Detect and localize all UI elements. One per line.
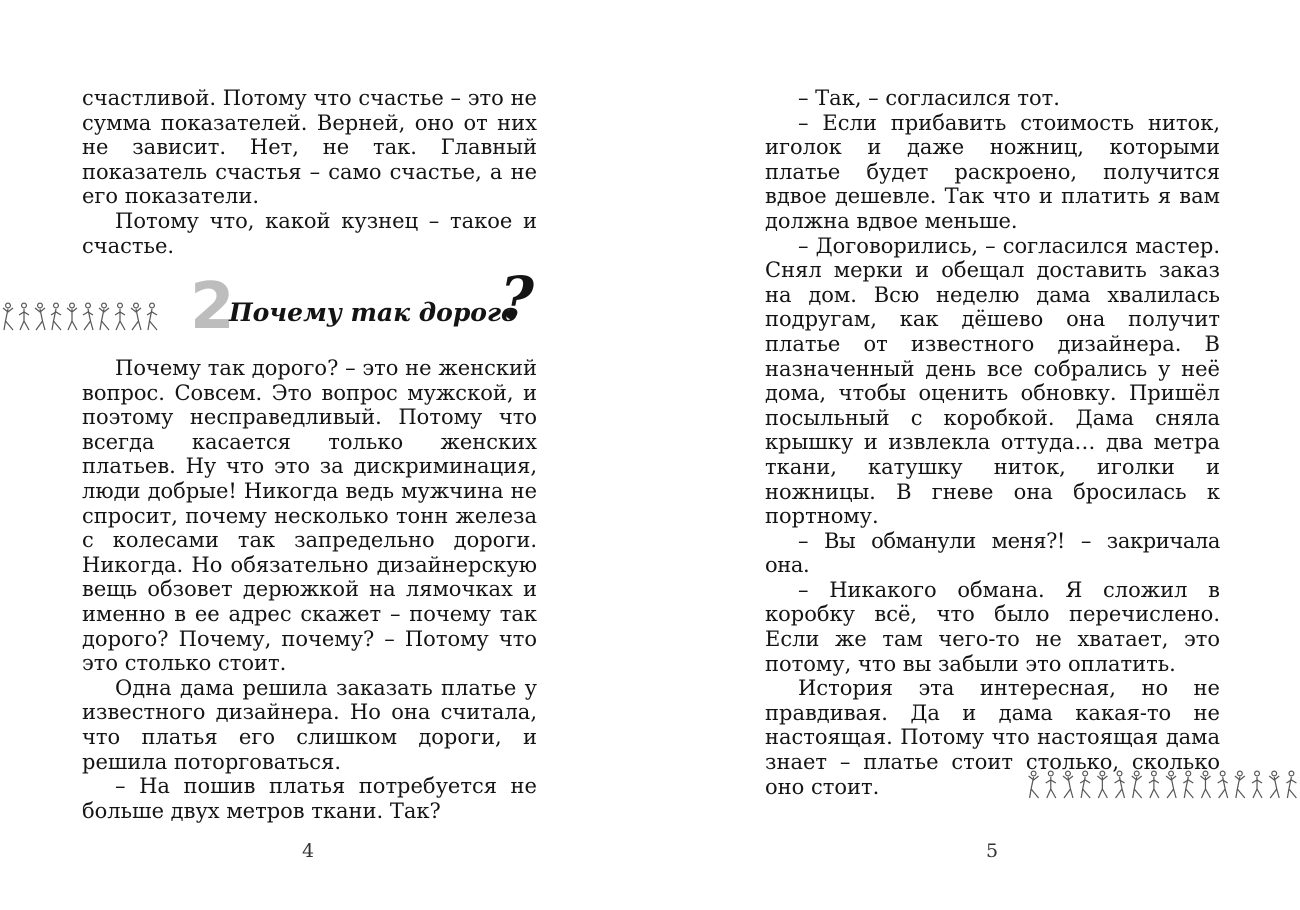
dancing-figure-icon bbox=[67, 303, 77, 330]
page-number: 5 bbox=[986, 840, 999, 862]
dancing-figure-icon bbox=[1080, 771, 1090, 798]
question-mark: ? bbox=[500, 264, 534, 332]
dancing-figure-icon bbox=[1046, 771, 1056, 798]
paragraph: – Если прибавить стоимость ниток, иголок и даже ножниц, которыми платье будет раскроено, получится вдвое дешевле. Так что и платить я вам должна вдвое меньше. bbox=[765, 110, 1220, 233]
dancing-figure-icon bbox=[1166, 771, 1176, 798]
paragraph: Почему так дорого? – это не женский вопрос. Совсем. Это вопрос мужской, и поэтому несправедливый. Потому что всегда касается только женских платьев. Ну что это за дискриминация, люди добрые! Никогда ведь мужчина не спросит, почему несколько тонн железа с колесами так запредельно дороги. Никогда. Но обязательно дизайнерскую вещь обзовет дерюжкой на лямочках и именно в ее адрес скажет – почему так дорого? Почему, почему? – Потому что это столько стоит. bbox=[82, 356, 537, 676]
chapter-number: 2 bbox=[190, 270, 235, 344]
dancing-figure-icon bbox=[131, 303, 141, 330]
paragraph: Одна дама решила заказать платье у известного дизайнера. Но она считала, что платья его слишком дороги, и решила поторговаться. bbox=[82, 675, 537, 774]
dancing-figure-icon bbox=[1115, 771, 1125, 798]
dancing-figure-icon bbox=[1218, 771, 1228, 798]
dancing-figure-icon bbox=[147, 303, 157, 330]
text-column-top bbox=[82, 86, 537, 258]
dancing-figures-ornament-icon bbox=[0, 300, 160, 334]
dancing-figure-icon bbox=[1286, 771, 1296, 798]
dancing-figure-icon bbox=[1183, 771, 1193, 798]
dancing-figure-icon bbox=[99, 303, 109, 330]
dancing-figure-icon bbox=[1063, 771, 1073, 798]
paragraph: – На пошив платья потребуется не больше двух метров ткани. Так? bbox=[82, 774, 537, 823]
dancing-figure-icon bbox=[1149, 771, 1159, 798]
paragraph: – Так, – согласился тот. bbox=[798, 86, 1060, 110]
page-number: 4 bbox=[302, 840, 315, 862]
chapter-heading bbox=[0, 264, 650, 344]
dancing-figure-icon bbox=[83, 303, 93, 330]
paragraph: – Вы обманули меня?! – закричала она. bbox=[765, 528, 1220, 578]
chapter-title: Почему так дорого bbox=[229, 298, 518, 327]
dancing-figure-icon bbox=[1200, 771, 1210, 798]
paragraph: – Никакого обмана. Я сложил в коробку всё, что было перечислено. Если же там чего-то не хватает, это потому, что вы забыли это оплатить. bbox=[765, 577, 1220, 676]
dancing-figures-ornament-icon bbox=[1025, 768, 1300, 802]
dancing-figure-icon bbox=[1097, 771, 1107, 798]
dancing-figure-icon bbox=[115, 303, 125, 330]
dancing-figure-icon bbox=[19, 303, 29, 330]
dancing-figure-icon bbox=[1269, 771, 1279, 798]
dancing-figure-icon bbox=[1235, 771, 1245, 798]
dancing-figure-icon bbox=[1132, 771, 1142, 798]
dancing-figure-icon bbox=[35, 303, 45, 330]
right-page bbox=[650, 0, 1300, 910]
dancing-figure-icon bbox=[1252, 771, 1262, 798]
paragraph: – Договорились, – согласился мастер. Снял мерки и обещал доставить заказ на дом. Всю неделю дама хвалилась подругам, как дёшево она получит платье от известного дизайнера. В назначенный день все собрались у неё дома, чтобы оценить обновку. Пришёл посыльный с коробкой. Дама сняла крышку и извлекла оттуда… два метра ткани, катушку ниток, иголки и ножницы. В гневе она бросилась к портному. bbox=[765, 233, 1220, 529]
text-column-body bbox=[82, 356, 537, 823]
paragraph: счастливой. Потому что счастье – это не сумма показателей. Верней, оно от них не зависит. Нет, не так. Главный показатель счастья – само счастье, а не его показатели. bbox=[82, 86, 537, 209]
dancing-figure-icon bbox=[3, 303, 13, 330]
paragraph: Потому что, какой кузнец – такое и счастье. bbox=[82, 208, 537, 258]
paragraph: История эта интересная, но не правдивая. Да и дама какая-то не настоящая. Потому что настоящая дама знает – платье стоит столько, сколько оно стоит. bbox=[765, 676, 1220, 799]
dancing-figure-icon bbox=[1029, 771, 1039, 798]
text-column bbox=[765, 86, 1220, 799]
dancing-figure-icon bbox=[51, 303, 61, 330]
